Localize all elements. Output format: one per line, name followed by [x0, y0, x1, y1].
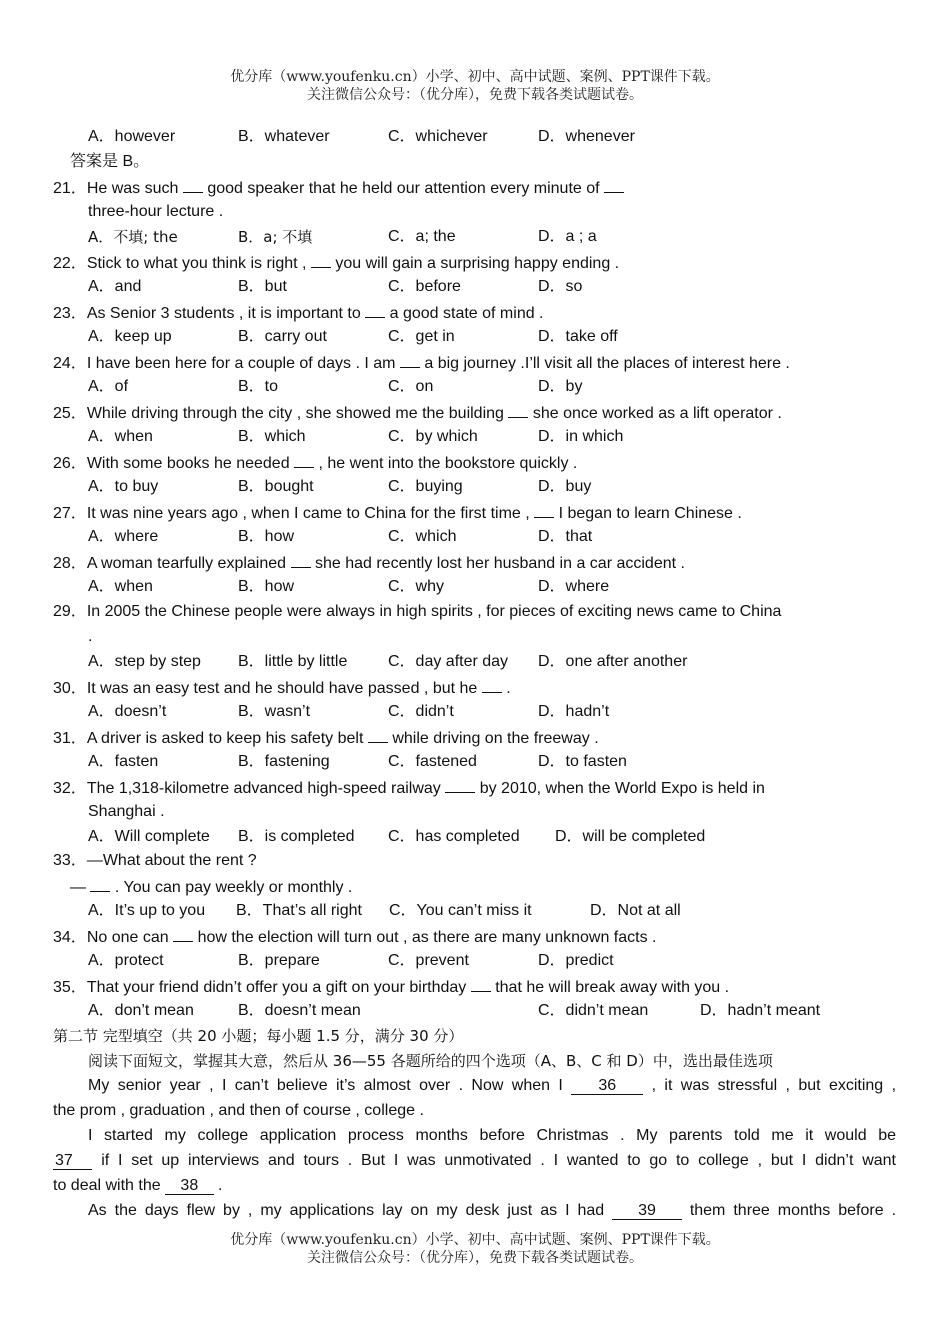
question-text: I have been here for a couple of days . I am	[86, 355, 396, 372]
question-text: A driver is asked to keep his safety belt	[86, 730, 364, 747]
question-text: As Senior 3 students , it is important to	[86, 305, 361, 322]
question-text: —	[70, 879, 86, 896]
question-27	[53, 502, 742, 524]
passage-text: to deal with the	[53, 1177, 161, 1194]
question-text: He was such	[86, 180, 179, 197]
question-33	[53, 851, 257, 871]
question-text: . You can pay weekly or monthly .	[114, 879, 353, 896]
question-21-continued: three-hour lecture .	[88, 203, 224, 220]
q23-option-a: A．keep up	[88, 328, 172, 345]
q25-option-d: D．in which	[538, 428, 624, 445]
q30-option-d: D．hadn’t	[538, 703, 610, 720]
passage-text: if I set up interviews and tours . But I was unmotivated . I wanted to go to college , but I didn’t want	[101, 1152, 897, 1169]
question-31	[53, 727, 599, 749]
question-text: That your friend didn’t offer you a gift on your birthday	[86, 979, 467, 996]
question-number: 34．	[53, 929, 87, 946]
question-text: I began to learn Chinese .	[558, 505, 742, 522]
q28-option-c: C．why	[388, 578, 445, 595]
q35-option-a: A．don’t mean	[88, 1002, 194, 1019]
q28-option-a: A．when	[88, 578, 153, 595]
question-text: by 2010, when the World Expo is held in	[479, 780, 765, 797]
answer-blank	[311, 252, 331, 268]
question-text: , he went into the bookstore quickly .	[318, 455, 578, 472]
answer-blank	[368, 727, 388, 743]
q29-option-d: D．one after another	[538, 653, 688, 670]
q23-option-b: B．carry out	[238, 328, 327, 345]
question-23	[53, 302, 544, 324]
q33-option-d: D．Not at all	[590, 902, 681, 919]
question-number: 25．	[53, 405, 87, 422]
cloze-number: 38	[180, 1177, 199, 1194]
page-footer-line1: 优分库（www.youfenku.cn）小学、初中、高中试题、案例、PPT课件下载。	[230, 1232, 720, 1248]
section-title: 第二节 完型填空（共 20 小题；每小题 1.5 分，满分 30 分）	[53, 1027, 464, 1045]
q32-option-c: C．has completed	[388, 828, 520, 845]
passage-text: them three months before .	[689, 1202, 897, 1219]
question-29-continued: .	[88, 628, 93, 645]
section-instruction: 阅读下面短文，掌握其大意，然后从 36—55 各题所给的四个选项（A、B、C 和 D）中，选出最佳选项	[88, 1052, 773, 1070]
answer-blank	[365, 302, 385, 318]
passage-text: As the days flew by , my applications lay on my desk just as I had	[88, 1202, 605, 1219]
question-number: 28．	[53, 555, 87, 572]
passage-text: My senior year , I can’t believe it’s almost over . Now when I	[88, 1077, 563, 1094]
question-33-reply	[70, 876, 352, 898]
q26-option-d: D．buy	[538, 478, 592, 495]
cloze-number: 39	[638, 1202, 656, 1219]
page-header-line1: 优分库（www.youfenku.cn）小学、初中、高中试题、案例、PPT课件下载。	[230, 69, 720, 85]
question-35	[53, 976, 729, 998]
question-number: 32．	[53, 780, 87, 797]
question-text: —What about the rent ?	[86, 852, 257, 869]
q20-option-a: A．however	[88, 128, 176, 145]
question-text: It was nine years ago , when I came to China for the first time ,	[86, 505, 530, 522]
q25-option-c: C．by which	[388, 428, 478, 445]
q29-option-b: B．little by little	[238, 653, 348, 670]
q32-option-a: A．Will complete	[88, 828, 210, 845]
q25-option-a: A．when	[88, 428, 153, 445]
cloze-blank-38	[165, 1177, 213, 1195]
question-text: how the election will turn out , as there are many unknown facts .	[197, 929, 657, 946]
question-text: It was an easy test and he should have passed , but he	[86, 680, 478, 697]
cloze-blank-39	[612, 1202, 682, 1220]
answer-blank	[183, 177, 203, 193]
q33-option-c: C．You can’t miss it	[389, 902, 532, 919]
question-text: With some books he needed	[86, 455, 290, 472]
q30-option-a: A．doesn’t	[88, 703, 167, 720]
answer-blank	[291, 552, 311, 568]
q31-option-d: D．to fasten	[538, 753, 627, 770]
question-number: 31．	[53, 730, 87, 747]
question-number: 27．	[53, 505, 87, 522]
question-number: 33．	[53, 852, 87, 869]
q34-option-b: B．prepare	[238, 952, 320, 969]
q20-option-c: C．whichever	[388, 128, 488, 145]
answer-blank	[534, 502, 554, 518]
cloze-blank-36	[571, 1077, 643, 1095]
question-text: she had recently lost her husband in a car accident .	[314, 555, 685, 572]
q21-option-a: A．不填; the	[88, 228, 178, 246]
question-number: 21．	[53, 180, 87, 197]
q29-option-a: A．step by step	[88, 653, 201, 670]
question-number: 22．	[53, 255, 87, 272]
q32-option-b: B．is completed	[238, 828, 355, 845]
question-text: A woman tearfully explained	[86, 555, 287, 572]
q34-option-d: D．predict	[538, 952, 614, 969]
passage-line: the prom , graduation , and then of course , college .	[53, 1102, 424, 1119]
q31-option-b: B．fastening	[238, 753, 330, 770]
q29-option-c: C．day after day	[388, 653, 509, 670]
cloze-number: 36	[598, 1077, 617, 1094]
q35-option-d: D．hadn’t meant	[700, 1002, 821, 1019]
question-text: good speaker that he held our attention every minute of	[207, 180, 600, 197]
q28-option-b: B．how	[238, 578, 295, 595]
answer-blank	[471, 976, 491, 992]
answer-blank	[400, 352, 420, 368]
q26-option-b: B．bought	[238, 478, 314, 495]
question-number: 30．	[53, 680, 87, 697]
question-number: 35．	[53, 979, 87, 996]
q24-option-d: D．by	[538, 378, 583, 395]
question-number: 26．	[53, 455, 87, 472]
answer-blank	[294, 452, 314, 468]
question-text: No one can	[86, 929, 169, 946]
q22-option-a: A．and	[88, 278, 142, 295]
question-text: that he will break away with you .	[495, 979, 730, 996]
question-25	[53, 402, 782, 424]
q21-option-b: B．a; 不填	[238, 228, 313, 246]
question-text: a big journey .I’ll visit all the places of interest here .	[424, 355, 790, 372]
q20-answer: 答案是 B。	[70, 153, 150, 170]
question-text: while driving on the freeway .	[392, 730, 599, 747]
passage-text: .	[218, 1177, 223, 1194]
question-22	[53, 252, 619, 274]
passage-line	[88, 1076, 896, 1096]
answer-blank	[482, 677, 502, 693]
q35-option-c: C．didn’t mean	[538, 1002, 649, 1019]
passage-line: I started my college application process months before Christmas . My parents told me it would be	[88, 1127, 896, 1144]
q27-option-b: B．how	[238, 528, 295, 545]
q24-option-a: A．of	[88, 378, 129, 395]
question-28	[53, 552, 685, 574]
question-24	[53, 352, 790, 374]
question-number: 23．	[53, 305, 87, 322]
question-text: .	[506, 680, 511, 697]
q24-option-b: B．to	[238, 378, 279, 395]
q34-option-c: C．prevent	[388, 952, 469, 969]
cloze-blank-37	[53, 1152, 92, 1170]
question-32-continued: Shanghai .	[88, 803, 165, 820]
q20-option-b: B．whatever	[238, 128, 330, 145]
q23-option-c: C．get in	[388, 328, 455, 345]
question-number: 29．	[53, 603, 87, 620]
question-text: a good state of mind .	[389, 305, 544, 322]
q33-option-a: A．It’s up to you	[88, 902, 206, 919]
question-21	[53, 177, 624, 199]
q26-option-c: C．buying	[388, 478, 463, 495]
answer-blank	[173, 926, 193, 942]
passage-line	[88, 1201, 896, 1221]
q24-option-c: C．on	[388, 378, 434, 395]
q32-option-d: D．will be completed	[555, 828, 706, 845]
question-26	[53, 452, 577, 474]
q27-option-d: D．that	[538, 528, 593, 545]
passage-text: , it was stressful , but exciting ,	[651, 1077, 897, 1094]
q21-option-c: C．a; the	[388, 228, 456, 245]
answer-blank	[90, 876, 110, 892]
q22-option-d: D．so	[538, 278, 583, 295]
q26-option-a: A．to buy	[88, 478, 159, 495]
q30-option-b: B．wasn’t	[238, 703, 311, 720]
passage-line	[53, 1176, 222, 1196]
q33-option-b: B．That’s all right	[236, 902, 362, 919]
q30-option-c: C．didn’t	[388, 703, 454, 720]
q34-option-a: A．protect	[88, 952, 164, 969]
page-header-line2: 关注微信公众号：（优分库），免费下载各类试题试卷。	[307, 87, 643, 103]
q22-option-c: C．before	[388, 278, 461, 295]
question-29	[53, 602, 781, 622]
q28-option-d: D．where	[538, 578, 610, 595]
question-number: 24．	[53, 355, 87, 372]
question-text: While driving through the city , she showed me the building	[86, 405, 504, 422]
question-text: you will gain a surprising happy ending .	[335, 255, 620, 272]
question-32	[53, 777, 765, 799]
q20-option-d: D．whenever	[538, 128, 635, 145]
question-30	[53, 677, 511, 699]
page-footer-line2: 关注微信公众号：（优分库），免费下载各类试题试卷。	[307, 1250, 643, 1266]
question-text: In 2005 the Chinese people were always in high spirits , for pieces of exciting news came to China	[86, 603, 782, 620]
q25-option-b: B．which	[238, 428, 306, 445]
question-text: The 1,318-kilometre advanced high-speed railway	[86, 780, 441, 797]
q23-option-d: D．take off	[538, 328, 618, 345]
answer-blank	[445, 777, 475, 793]
q22-option-b: B．but	[238, 278, 287, 295]
q31-option-c: C．fastened	[388, 753, 477, 770]
q27-option-a: A．where	[88, 528, 159, 545]
question-text: she once worked as a lift operator .	[532, 405, 782, 422]
passage-line	[53, 1151, 896, 1171]
question-34	[53, 926, 656, 948]
answer-blank	[508, 402, 528, 418]
answer-blank	[604, 177, 624, 193]
q21-option-d: D．a ; a	[538, 228, 597, 245]
question-text: Stick to what you think is right ,	[86, 255, 307, 272]
cloze-number: 37	[55, 1152, 73, 1169]
q31-option-a: A．fasten	[88, 753, 159, 770]
q35-option-b: B．doesn’t mean	[238, 1002, 361, 1019]
q27-option-c: C．which	[388, 528, 457, 545]
